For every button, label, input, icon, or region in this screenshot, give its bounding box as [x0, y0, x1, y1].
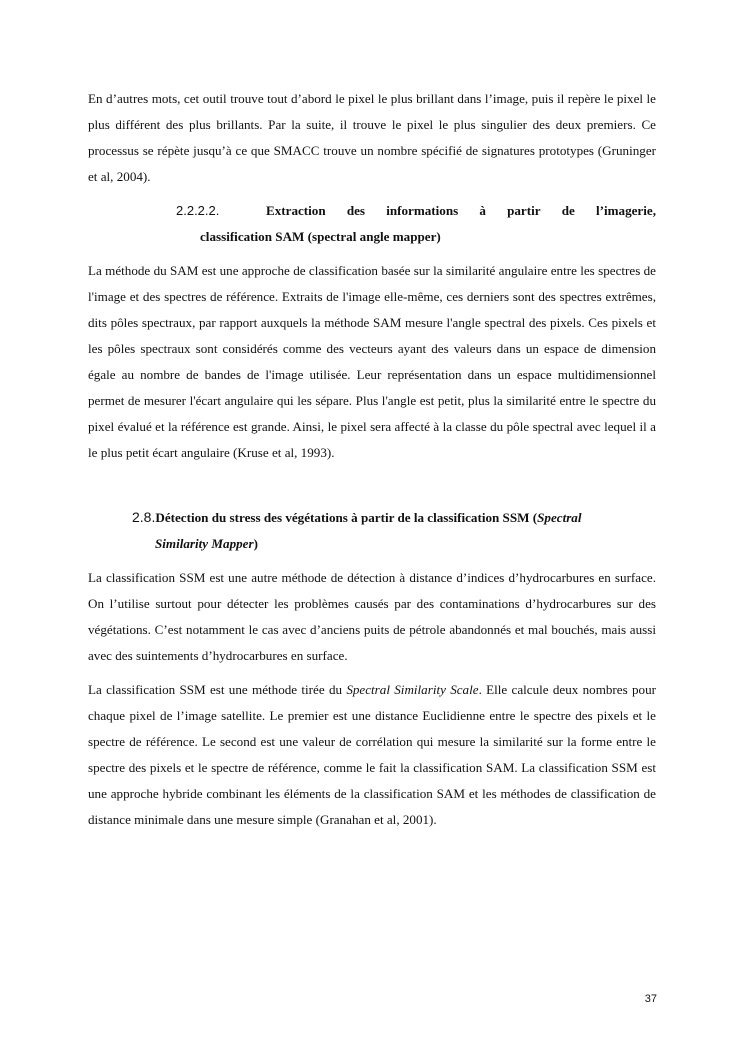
heading-2-2-2-2 [176, 198, 656, 250]
paragraph-ssm-intro: La classification SSM est une autre méthode de détection à distance d’indices d’hydrocarbures en surface. On l’utilise surtout pour détecter les problèmes causés par des contaminations d’hydrocarbures sur des végétations. C’est notamment le cas avec d’anciens puits de pétrole abandonnés et mal bouchés, mais aussi avec des suintements d’hydrocarbures en surface. [88, 570, 656, 663]
heading-number: 2.8. [132, 509, 156, 525]
page-number: 37 [644, 993, 657, 1005]
paragraph-sam: La méthode du SAM est une approche de classification basée sur la similarité angulaire entre les spectres de l'image et des spectres de référence. Extraits de l'image elle-même, ces derniers sont des spectres extrêmes, dits pôles spectraux, par rapport auxquels la méthode SAM mesure l'angle spectral des pixels. Ces pixels et les pôles spectraux sont considérés comme des vecteurs ayant des valeurs dans un espace de dimension égale au nombre de bandes de l'image utilisée. Leur représentation dans un espace multidimensionnel permet de mesurer l'écart angulaire qui les sépare. Plus l'angle est petit, plus la similarité entre le spectre du pixel évalué et la référence est grande. Ainsi, le pixel sera affecté à la classe du pôle spectral avec lequel il a le plus petit écart angulaire (Kruse et al, 1993). [88, 263, 656, 460]
paragraph-ssm-method: La classification SSM est une méthode tirée du Spectral Similarity Scale. Elle calcule deux nombres pour chaque pixel de l’image satellite. Le premier est une distance Euclidienne entre le spectre des pixels et le spectre de référence. Le second est une valeur de corrélation qui mesure la similarité sur la forme entre le spectre des pixels et le spectre de référence, comme le fait la classification SAM. La classification SSM est une approche hybride combinant les éléments de la classification SAM et les méthodes de classification de distance minimale dans une mesure simple (Granahan et al, 2001). [88, 682, 656, 827]
heading-number: 2.2.2.2. [176, 203, 220, 218]
heading-2-8: 2.8.Détection du stress des végétations à partir de la classification SSM (Spectral Similarity Mapper) [132, 509, 582, 551]
heading-title-line2: classification SAM (spectral angle mapper) [200, 229, 441, 244]
heading-title-line1: Extraction des informations à partir de l’imagerie, [266, 203, 656, 218]
paragraph-smacc: En d’autres mots, cet outil trouve tout d’abord le pixel le plus brillant dans l’image, puis il repère le pixel le plus différent des plus brillants. Par la suite, il trouve le pixel le plus singulier des deux premiers. Ce processus se répète jusqu’à ce que SMACC trouve un nombre spécifié de signatures prototypes (Gruninger et al, 2004). [88, 91, 656, 184]
